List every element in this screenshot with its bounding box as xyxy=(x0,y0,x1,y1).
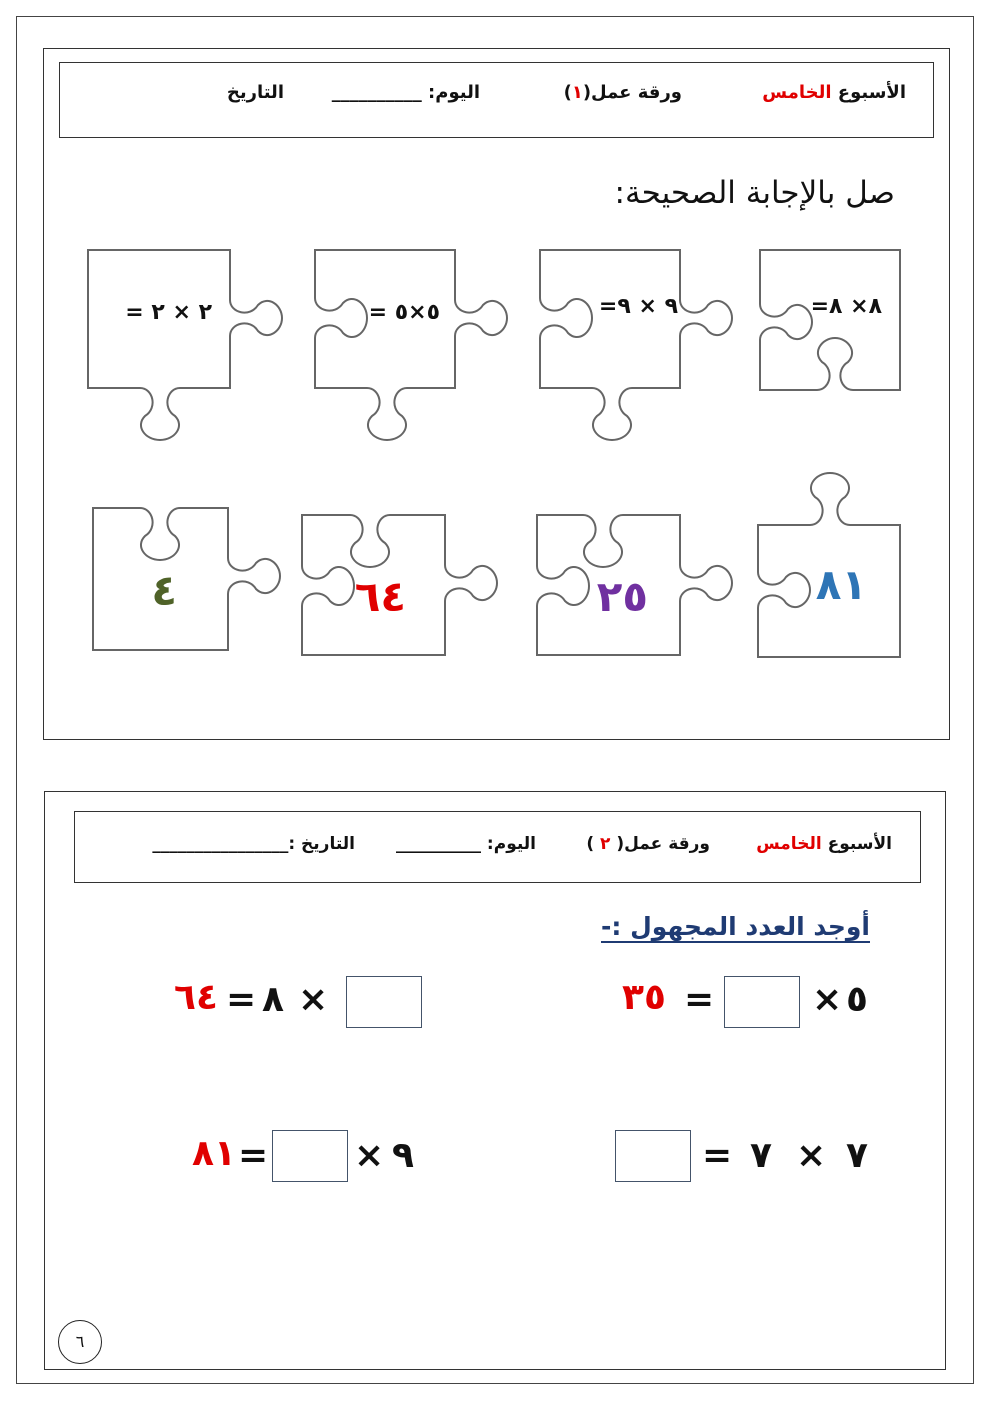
week-label: الأسبوع الخامس xyxy=(762,82,906,103)
eq1-result: ٣٥ xyxy=(622,977,666,1018)
puzzle-piece-q3 xyxy=(315,250,507,440)
eq4-times: × xyxy=(354,1135,385,1176)
eq4-equals: = xyxy=(238,1135,269,1176)
puzzle-piece-q2 xyxy=(540,250,732,440)
day-field-2[interactable]: اليوم: __________ xyxy=(396,834,536,854)
eq4-result: ٨١ xyxy=(192,1133,236,1174)
answer-2-text: ٢٥ xyxy=(596,572,648,621)
week-label-2: الأسبوع الخامس xyxy=(756,834,892,854)
eq2-equals: = xyxy=(226,979,257,1020)
worksheet-2-title: أوجد العدد المجهول :- xyxy=(601,912,870,941)
eq1-equals: = xyxy=(684,979,715,1020)
day-field[interactable]: اليوم: __________ xyxy=(331,82,480,103)
eq1-times: × xyxy=(812,979,843,1020)
eq1-factor: ٥ xyxy=(846,979,868,1020)
answer-3-text: ٦٤ xyxy=(354,572,406,621)
worksheet-number-label-2: ورقة عمل( ٢ ) xyxy=(586,834,710,854)
answer-1-text: ٨١ xyxy=(815,560,867,609)
eq4-answer-box[interactable] xyxy=(272,1130,348,1182)
eq2-result: ٦٤ xyxy=(174,977,218,1018)
week-number: الخامس xyxy=(762,82,832,103)
question-4-text: ٢ × ٢ = xyxy=(125,300,212,325)
puzzle-piece-a4 xyxy=(93,508,280,650)
eq1-answer-box[interactable] xyxy=(724,976,800,1028)
eq2-answer-box[interactable] xyxy=(346,976,422,1028)
eq3-factor-b: ٧ xyxy=(750,1135,772,1176)
puzzle-piece-q1 xyxy=(760,250,900,390)
eq2-times: × xyxy=(298,979,329,1020)
puzzle-piece-q4 xyxy=(88,250,282,440)
eq4-factor: ٩ xyxy=(392,1135,414,1176)
page-number: ٦ xyxy=(58,1320,102,1364)
eq3-times: × xyxy=(796,1135,827,1176)
answer-4-text: ٤ xyxy=(151,566,177,615)
eq3-factor-a: ٧ xyxy=(846,1135,868,1176)
worksheet-number-label: ورقة عمل(١) xyxy=(563,82,682,103)
date-field[interactable]: التاريخ xyxy=(226,82,284,103)
date-field-2[interactable]: التاريخ :________________ xyxy=(152,834,355,854)
question-3-text: ٥×٥ = xyxy=(368,300,440,325)
eq3-equals: = xyxy=(702,1135,733,1176)
question-2-text: ٩ × ٩= xyxy=(598,294,678,319)
question-1-text: ٨× ٨= xyxy=(810,294,882,319)
eq3-answer-box[interactable] xyxy=(615,1130,691,1182)
worksheet-1-title: صل بالإجابة الصحيحة: xyxy=(614,175,895,211)
eq2-factor: ٨ xyxy=(262,979,284,1020)
week-number-2: الخامس xyxy=(756,834,822,854)
